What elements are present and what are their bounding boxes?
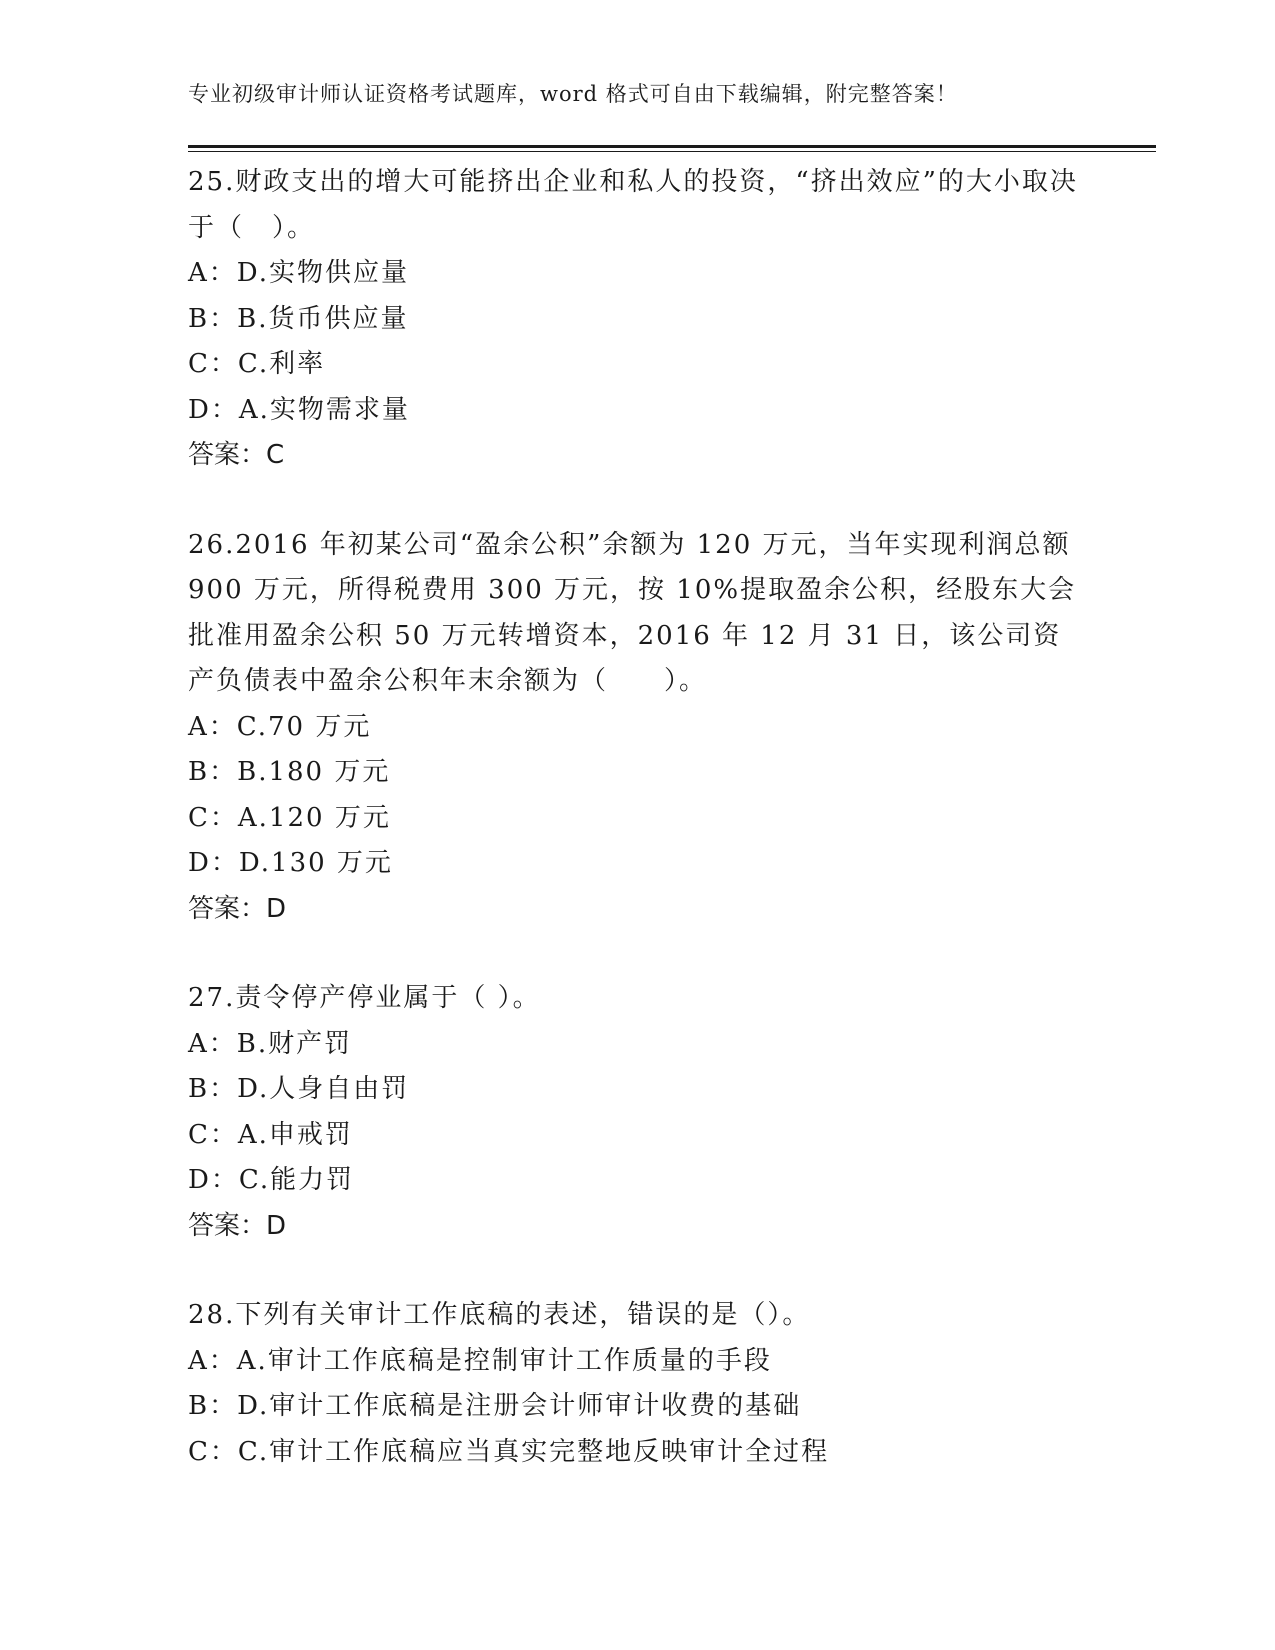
option-c: C：C.审计工作底稿应当真实完整地反映审计全过程 <box>188 1436 830 1467</box>
option-b: B：D.人身自由罚 <box>188 1074 410 1104</box>
option-a: A：A.审计工作底稿是控制审计工作质量的手段 <box>188 1345 772 1376</box>
option-a: A：C.70 万元 <box>188 711 372 742</box>
answer-line: 答案：D <box>188 893 287 924</box>
question-stem: 28.下列有关审计工作底稿的表述，错误的是（）。 <box>188 1300 811 1330</box>
option-b: B：B.180 万元 <box>188 757 391 787</box>
question-stem: 27.责令停产停业属于（ ）。 <box>188 983 541 1013</box>
option-a: A：D.实物供应量 <box>188 258 409 288</box>
page-header-text: 专业初级审计师认证资格考试题库，word 格式可自由下载编辑，附完整答案！ <box>188 82 958 106</box>
option-c: C：A.申戒罚 <box>188 1119 353 1150</box>
answer-line: 答案：C <box>188 440 285 470</box>
option-b: B：B.货币供应量 <box>188 303 409 334</box>
question-28 <box>188 1293 1088 1475</box>
option-b: B：D.审计工作底稿是注册会计师审计收费的基础 <box>188 1391 802 1421</box>
option-c: C：A.120 万元 <box>188 802 391 833</box>
option-c: C：C.利率 <box>188 349 326 379</box>
option-d: D：A.实物需求量 <box>188 394 410 425</box>
question-list <box>188 160 1088 1519</box>
option-a: A：B.财产罚 <box>188 1028 353 1059</box>
question-stem: 25.财政支出的增大可能挤出企业和私人的投资，“挤出效应”的大小取决于（ ）。 <box>188 167 1078 243</box>
question-25 <box>188 160 1088 479</box>
question-27 <box>188 976 1088 1249</box>
question-26 <box>188 523 1088 933</box>
header-rule-thin <box>188 151 1156 152</box>
header-rule <box>188 145 1156 148</box>
option-d: D：D.130 万元 <box>188 848 393 878</box>
answer-line: 答案：D <box>188 1210 287 1241</box>
question-stem: 26.2016 年初某公司“盈余公积”余额为 120 万元，当年实现利润总额 900 万元，所得税费用 300 万元，按 10%提取盈余公积，经股东大会批准用盈余公积 50 万元转增资本，2016 年 12 月 31 日，该公司资产负债表中盈余公积年末余额为（ ）。 <box>188 529 1077 696</box>
option-d: D：C.能力罚 <box>188 1165 355 1195</box>
